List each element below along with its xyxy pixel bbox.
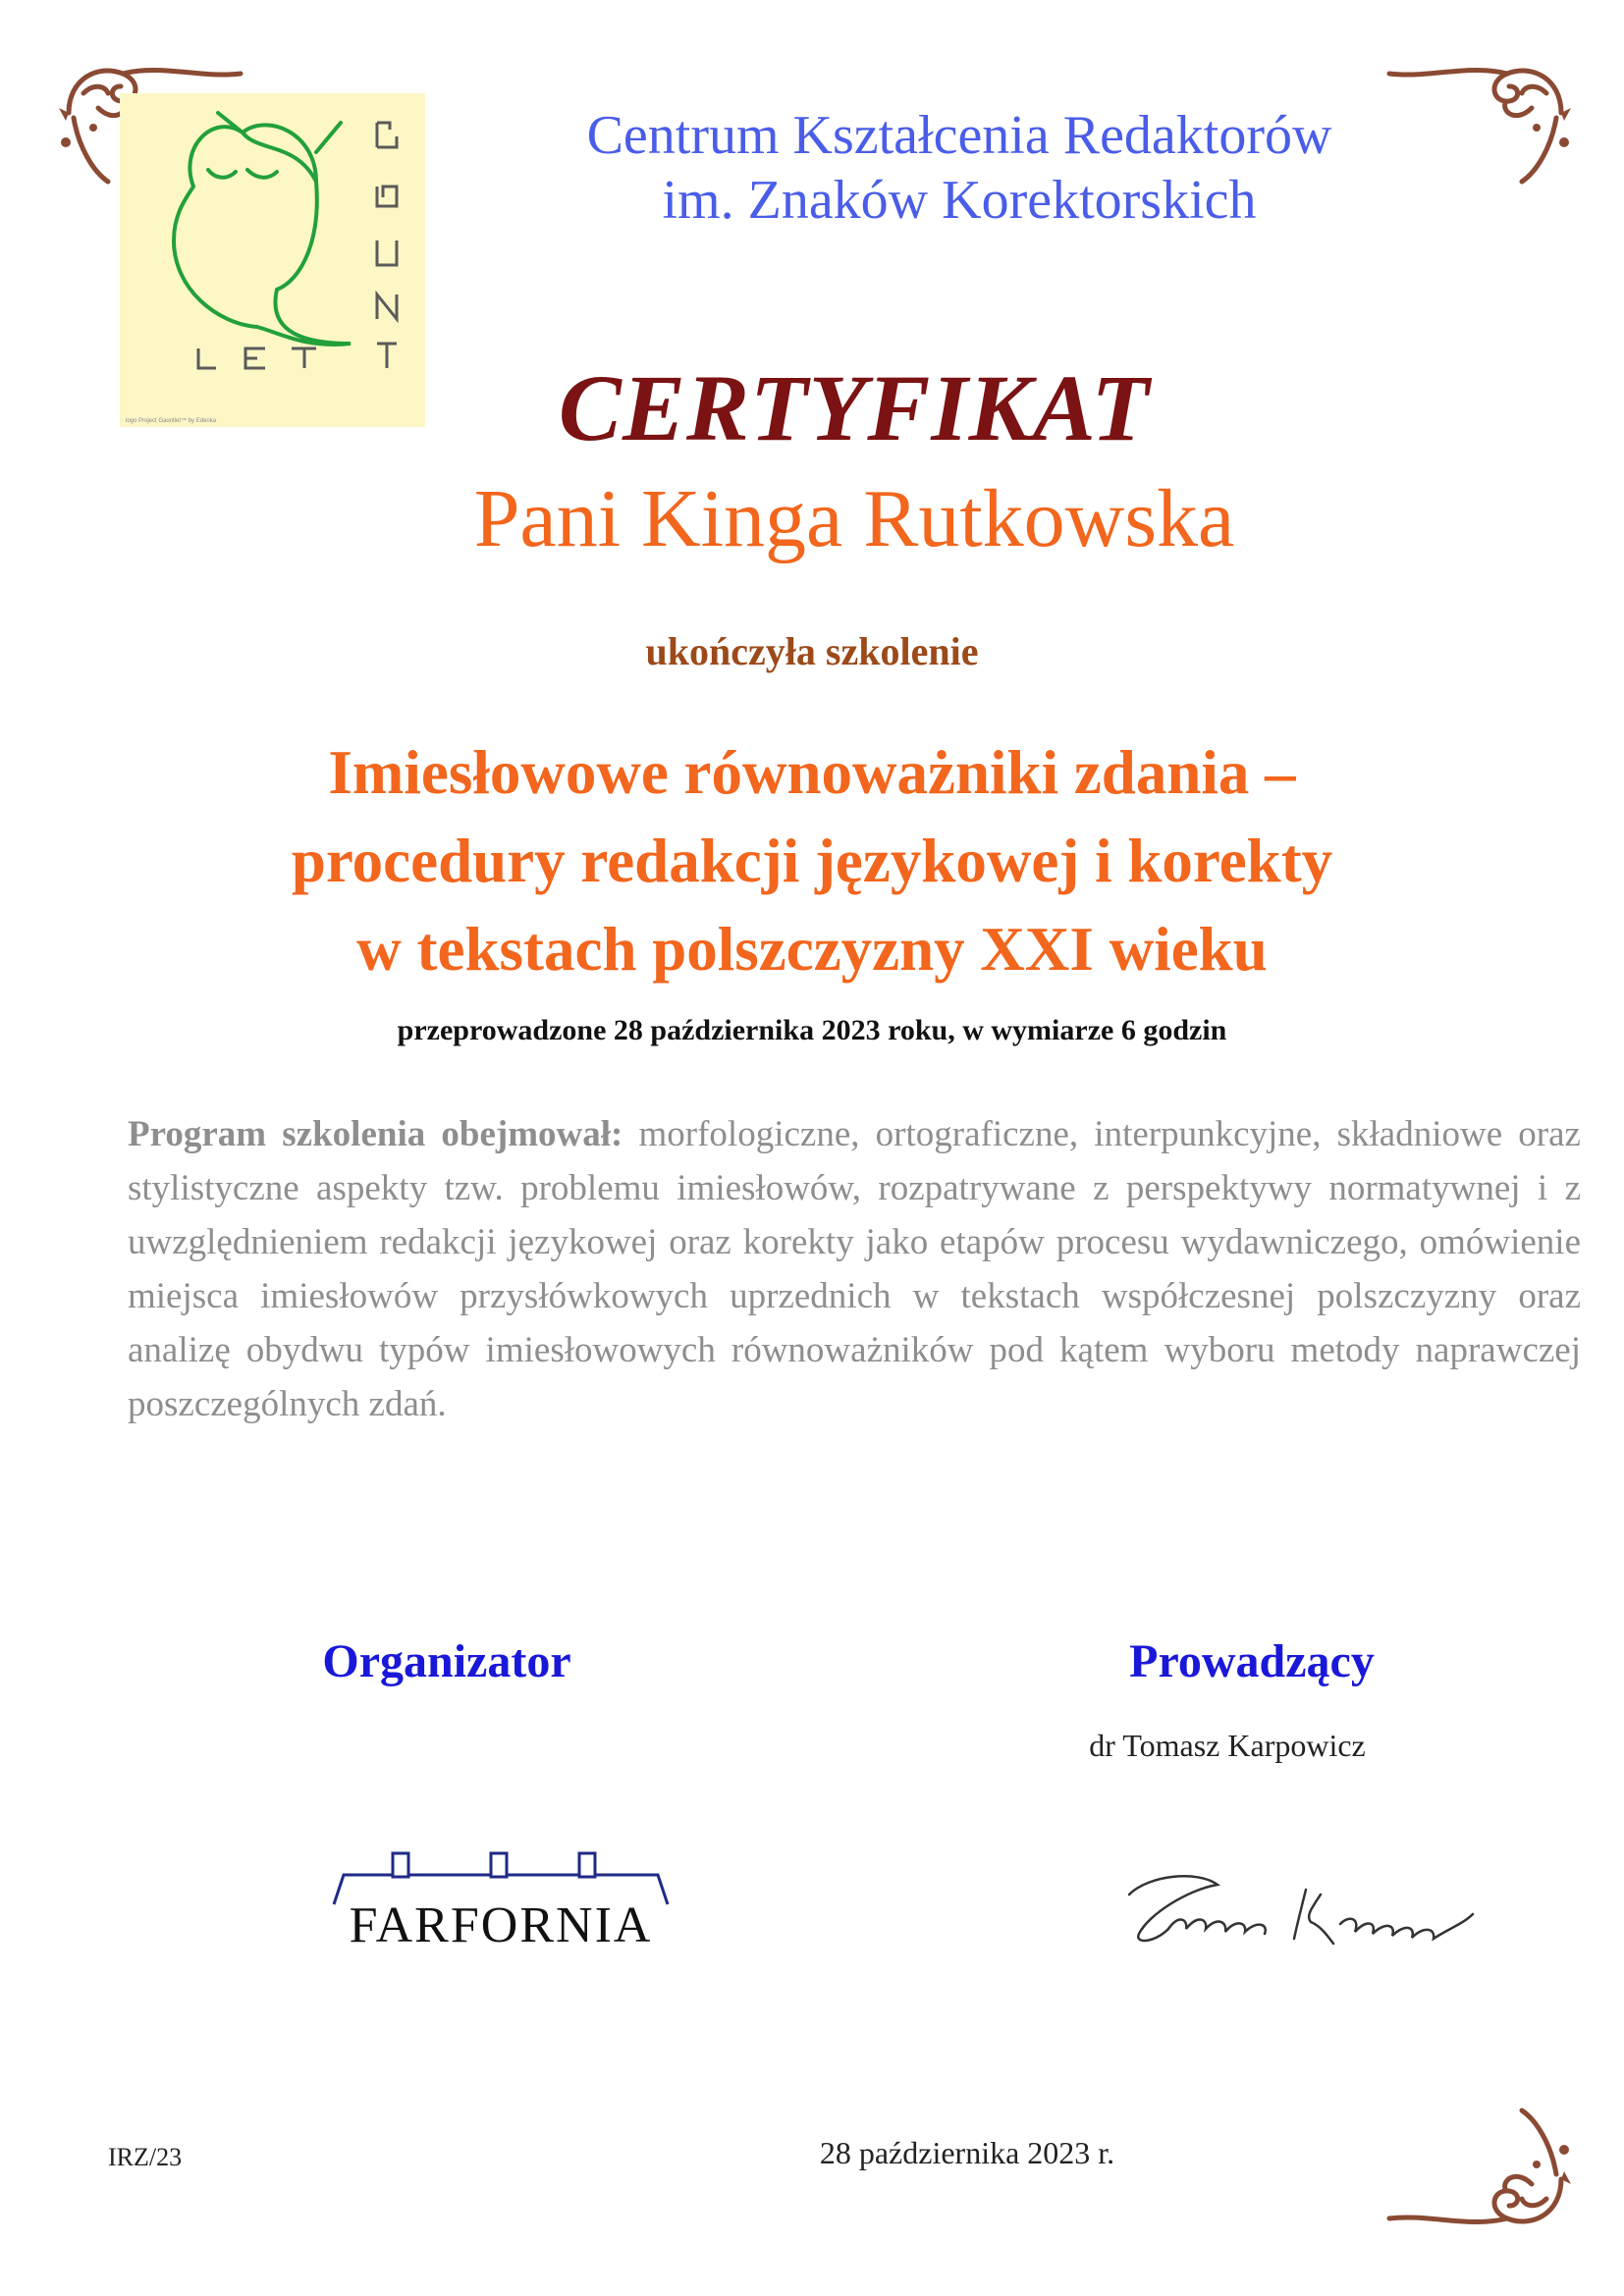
program-description [128,1107,1581,1431]
recipient-name: Pani Kinga Rutkowska [473,473,1235,564]
course-title [0,728,1624,993]
institution-line-2: im. Znaków Korektorskich [662,170,1257,231]
program-lead: Program szkolenia obejmował: [128,1114,623,1154]
leader-heading: Prowadzący [1129,1635,1375,1687]
institution-line-1: Centrum Kształcenia Redaktorów [586,105,1332,166]
certificate-title: CERTYFIKAT [558,355,1151,460]
program-text: morfologiczne, ortograficzne, interpunkcyjne, składniowe oraz stylistyczne aspekty tzw. problemu imiesłowów, rozpatrywane z perspektywy normatywnej i z uwzględnieniem redakcji językowej oraz korekty jako etapów procesu wydawniczego, omówienie miejsca imiesłowów przysłówkowych uprzednich w tekstach współczesnej polszczyzny oraz analizę obydwu typów imiesłowowych równoważników pod kątem wyboru metody naprawczej poszczególnych zdań. [128,1114,1581,1424]
leader-name: dr Tomasz Karpowicz [1089,1728,1366,1763]
farfornia-logo-text: FARFORNIA [349,1897,653,1953]
course-title-line-2: procedury redakcji językowej i korekty [291,827,1333,895]
course-title-line-3: w tekstach polszczyzny XXI wieku [356,915,1268,984]
organizer-heading: Organizator [322,1635,571,1687]
conducted-info: przeprowadzone 28 października 2023 roku, w wymiarze 6 godzin [397,1014,1227,1046]
handwritten-signature [1110,1845,1502,1963]
institution-name [0,103,1624,233]
issue-date: 28 października 2023 r. [819,2135,1115,2170]
corner-ornament-bottom-right [1380,2091,1576,2238]
logo-caption: logo Project Gauntlet™ by Edenka [126,418,217,424]
document-code: IRZ/23 [108,2143,183,2171]
course-title-line-1: Imiesłowowe równoważniki zdania – [328,738,1296,807]
completed-text: ukończyła szkolenie [645,629,979,673]
farfornia-logo [329,1826,673,1953]
